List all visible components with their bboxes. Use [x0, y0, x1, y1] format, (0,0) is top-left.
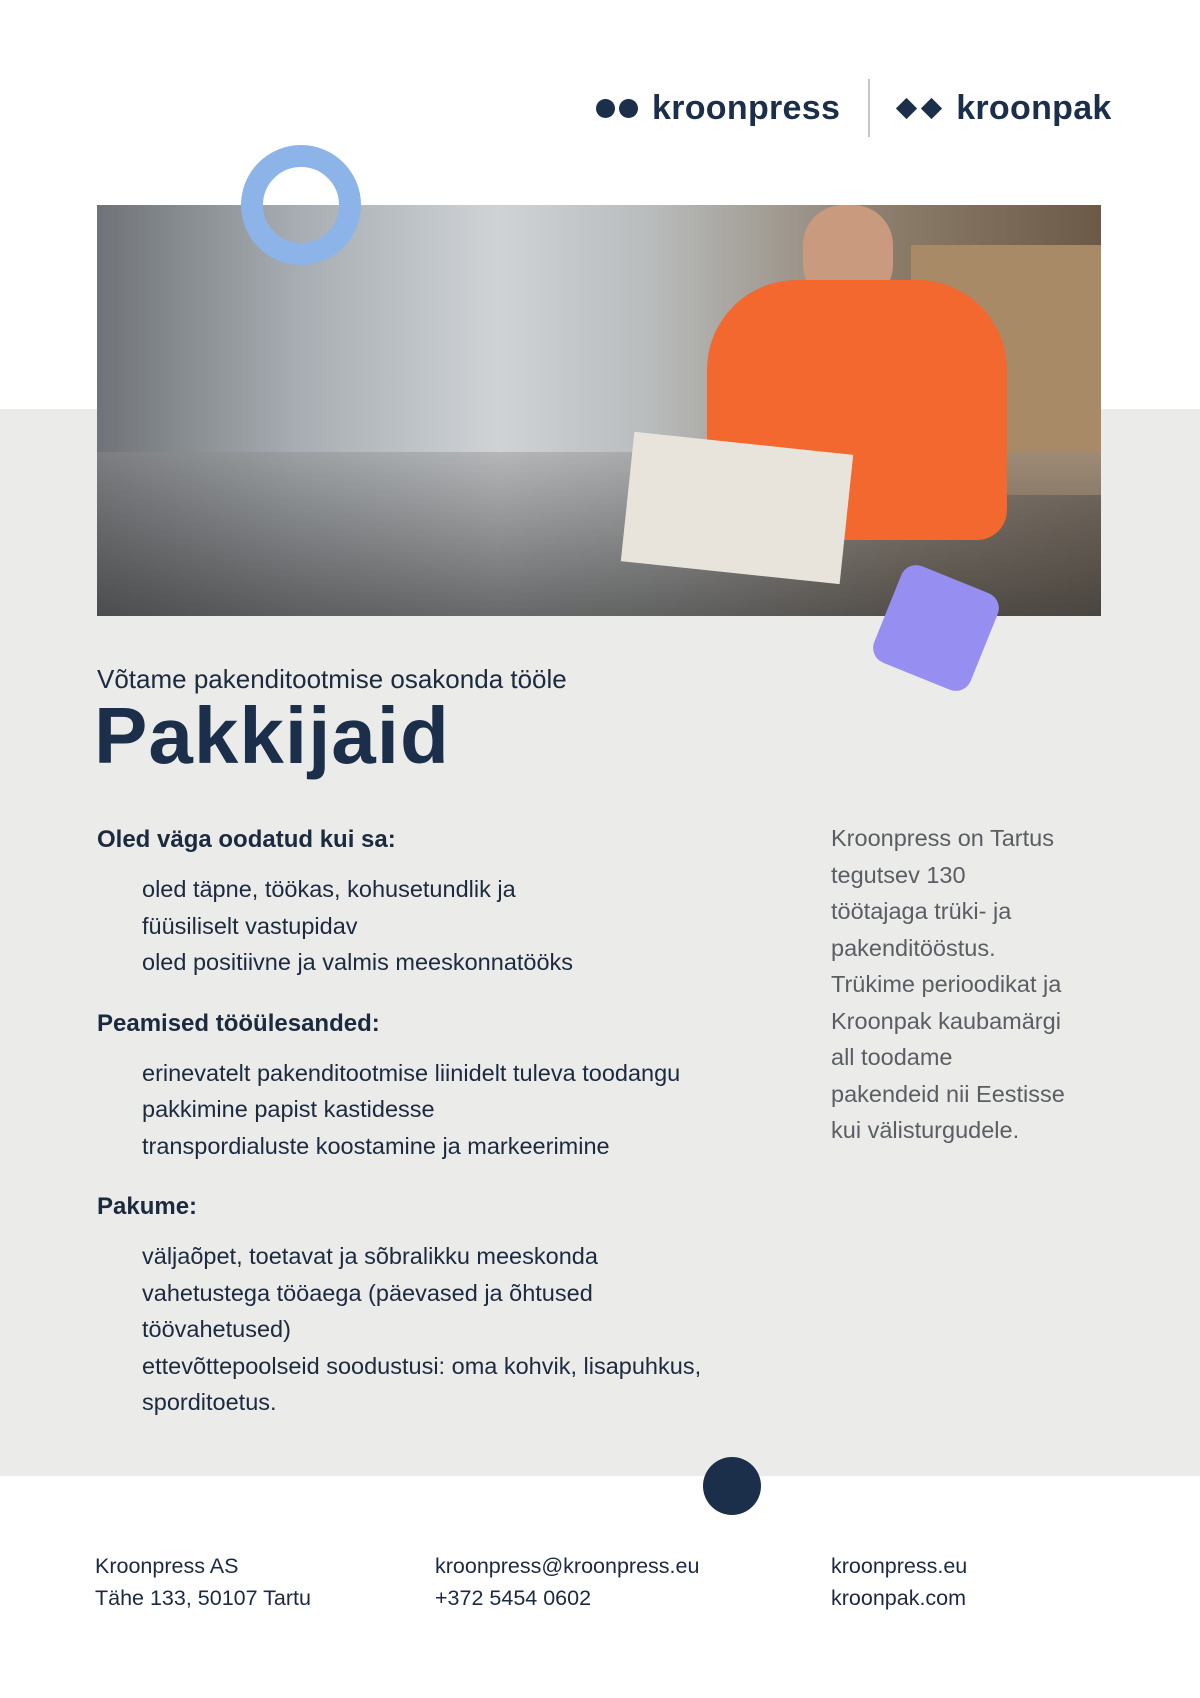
website-link-kroonpak[interactable]: kroonpak.com — [831, 1586, 967, 1610]
list-line: väljaõpet, toetavat ja sõbralikku meeskonda — [142, 1243, 598, 1269]
company-name: Kroonpress AS — [95, 1554, 239, 1578]
list-line: töövahetused) — [142, 1316, 291, 1342]
list-line: erinevatelt pakenditootmise liinidelt tuleva toodangu — [142, 1059, 681, 1086]
description-line: pakenditööstus. — [831, 934, 996, 961]
footer-websites — [831, 1550, 967, 1614]
section-offer — [97, 1190, 817, 1421]
section-tasks — [97, 1007, 817, 1165]
description-line: all toodame — [831, 1044, 953, 1070]
company-description — [831, 820, 1121, 1149]
description-line: tegutsev 130 — [831, 861, 966, 888]
list-line: transpordialuste koostamine ja markeerimine — [142, 1132, 610, 1159]
job-details — [97, 823, 817, 1447]
two-diamonds-icon — [896, 101, 942, 116]
blue-ring-decoration — [241, 145, 361, 265]
list-line: sporditoetus. — [142, 1389, 277, 1415]
description-line: Kroonpak kaubamärgi — [831, 1007, 1061, 1034]
header-logos — [596, 80, 1112, 136]
kroonpress-logo — [596, 89, 840, 128]
kroonpak-logo — [896, 89, 1111, 128]
kroonpress-logo-text: kroonpress — [652, 88, 841, 127]
description-line: Trükime perioodikat ja — [831, 971, 1062, 997]
phone-number[interactable]: +372 5454 0602 — [435, 1586, 592, 1610]
list-line: füüsiliselt vastupidav — [142, 912, 358, 939]
worker-photo — [97, 205, 1101, 616]
navy-circle-decoration — [703, 1457, 761, 1515]
kroonpak-logo-text: kroonpak — [956, 88, 1112, 127]
description-line: pakendeid nii Eestisse — [831, 1080, 1065, 1107]
two-dots-icon — [596, 99, 638, 118]
description-line: kui välisturgudele. — [831, 1117, 1020, 1143]
website-link-kroonpress[interactable]: kroonpress.eu — [831, 1554, 968, 1578]
description-line: Kroonpress on Tartus — [831, 825, 1054, 851]
list-line: oled täpne, töökas, kohusetundlik ja — [142, 876, 516, 902]
footer-contact — [435, 1550, 699, 1614]
logo-divider — [868, 79, 870, 137]
section-heading: Oled väga oodatud kui sa: — [97, 826, 396, 853]
section-heading: Pakume: — [97, 1193, 198, 1220]
description-line: töötajaga trüki- ja — [831, 898, 1012, 924]
list-line: oled positiivne ja valmis meeskonnatööks — [142, 949, 574, 975]
subtitle: Võtame pakenditootmise osakonda tööle — [97, 664, 567, 694]
footer-address — [95, 1550, 311, 1614]
section-requirements — [97, 823, 817, 981]
section-heading: Peamised tööülesanded: — [97, 1009, 380, 1037]
list-line: pakkimine papist kastidesse — [142, 1096, 435, 1122]
email-link[interactable]: kroonpress@kroonpress.eu — [435, 1554, 700, 1578]
list-line: ettevõttepoolseid soodustusi: oma kohvik, lisapuhkus, — [142, 1352, 702, 1379]
page-title: Pakkijaid — [94, 691, 450, 780]
list-line: vahetustega tööaega (päevased ja õhtused — [142, 1279, 593, 1306]
company-address: Tähe 133, 50107 Tartu — [95, 1586, 311, 1610]
